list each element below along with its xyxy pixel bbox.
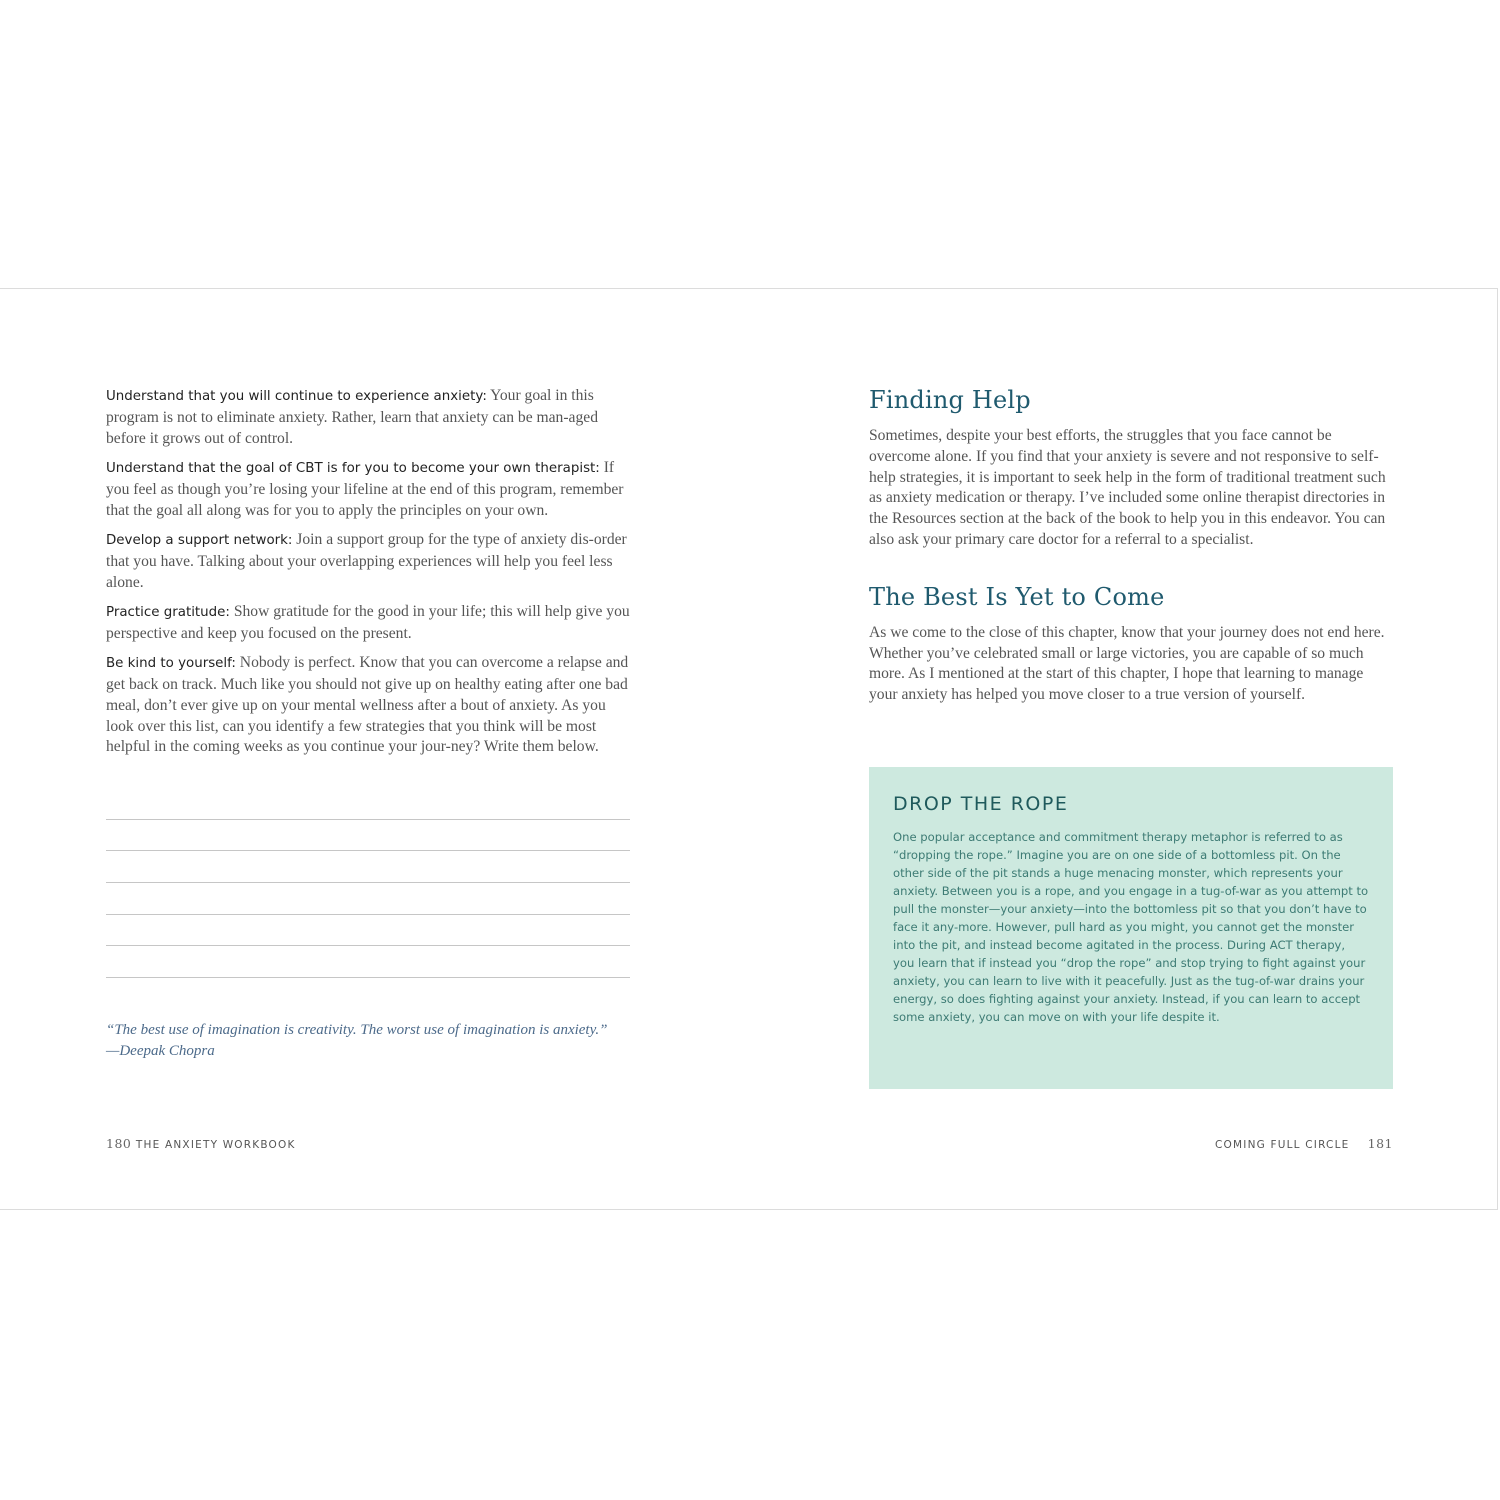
writing-line[interactable] [106,915,630,947]
item-lead: Be kind to yourself: [106,656,236,672]
writing-line[interactable] [106,946,630,978]
box-title: DROP THE ROPE [893,793,1069,815]
writing-line[interactable] [106,851,630,883]
sidebar-box [869,767,1393,1089]
item-lead: Understand that you will continue to experience anxiety: [106,389,487,404]
running-title: COMING FULL CIRCLE [1215,1139,1350,1151]
running-title: THE ANXIETY WORKBOOK [135,1139,296,1151]
section-heading: Finding Help [869,386,1031,414]
folio-left [106,1136,296,1151]
quote-text: “The best use of imagination is creativity. The worst use of imagination is anxiety.” [106,1022,608,1038]
list-item [106,386,630,449]
item-lead: Practice gratitude: [106,604,230,620]
writing-line[interactable] [106,883,630,915]
list-item [106,458,630,521]
list-item [106,530,630,593]
quote-block [106,1020,646,1062]
item-lead: Understand that the goal of CBT is for you to become your own therapist: [106,460,600,476]
quote-author: —Deepak Chopra [106,1043,215,1059]
item-text: Nobody is perfect. Know that you can overcome a relapse and get back on track. Much like you should not give up on healthy eating after one bad meal, don’t ever give up on your mental wellness after a bout of anxiety. As you look over this list, can you identify a few strategies that you think will be most helpful in the coming weeks as you continue your jour-ney? Write them below. [106,654,629,756]
section-heading: The Best Is Yet to Come [869,582,1165,611]
writing-lines [106,788,630,978]
writing-line[interactable] [106,820,630,852]
folio-right [1215,1136,1393,1151]
section-body: Sometimes, despite your best efforts, the struggles that you face cannot be overcome alone. If you find that your anxiety is severe and not responsive to self-help strategies, it is important to seek help in the form of traditional treatment such as anxiety medication or therapy. I’ve included some online therapist directories in the Resources section at the back of the book to help you in this endeavor. You can also ask your primary care doctor for a referral to a specialist. [869,427,1386,548]
left-page [106,386,630,978]
item-text: Show gratitude for the good in your life; this will help give you perspective and keep you focused on the present. [106,602,630,642]
item-text: Join a support group for the type of anxiety dis-order that you have. Talking about your overlapping experiences will help you feel less alone. [106,530,627,591]
list-item [106,653,630,758]
page-number: 180 [106,1136,132,1151]
item-text: Your goal in this program is not to eliminate anxiety. Rather, learn that anxiety can be man-aged before it grows out of control. [106,387,598,447]
box-body: One popular acceptance and commitment therapy metaphor is referred to as “dropping the rope.” Imagine you are on one side of a bottomless pit. On the other side of the pit stands a huge menacing monster, which represents your anxiety. Between you is a rope, and you engage in a tug-of-war as you attempt to pull the monster—your anxiety—into the bottomless pit so that you don’t have to face it any-more. However, pull hard as you might, you cannot get the monster into the pit, and instead become agitated in the process. During ACT therapy, you learn that if instead you “drop the rope” and stop trying to fight against your anxiety, you can learn to live with it peacefully. Just as the tug-of-war drains your energy, so does fighting against your anxiety. Instead, if you can learn to accept some anxiety, you can move on with your life despite it. [893,830,1369,1024]
writing-line[interactable] [106,788,630,820]
right-page [869,386,1393,706]
page-number: 181 [1367,1136,1393,1151]
item-lead: Develop a support network: [106,532,293,548]
section-body: As we come to the close of this chapter, know that your journey does not end here. Whether you’ve celebrated small or large victories, you are capable of so much more. As I mentioned at the start of this chapter, I hope that learning to manage your anxiety has helped you move closer to a true version of yourself. [869,623,1385,704]
list-item [106,602,630,645]
item-text: If you feel as though you’re losing your lifeline at the end of this program, remember that the goal all along was for you to apply the principles on your own. [106,458,624,519]
